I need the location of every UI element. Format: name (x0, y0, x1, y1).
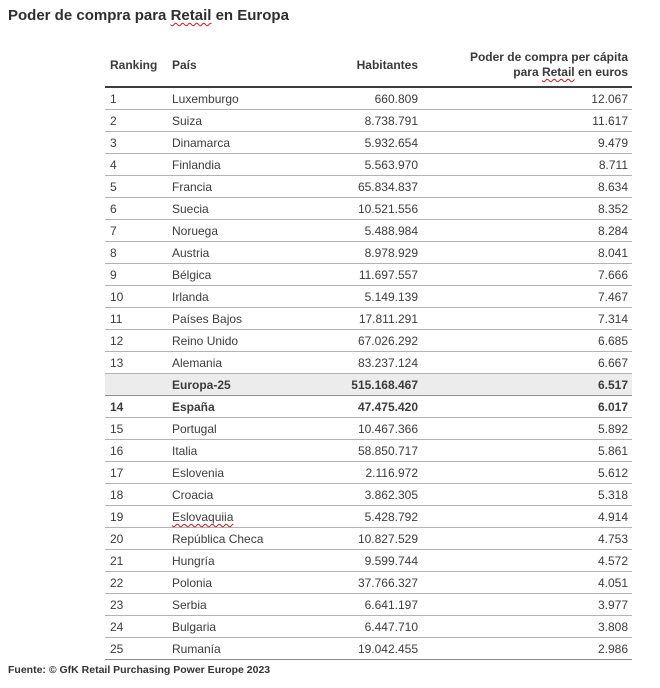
col-header-ranking: Ranking (110, 57, 158, 72)
table-row (105, 330, 632, 352)
cell-habitantes: 10.467.366 (357, 422, 418, 436)
cell-poder: 8.352 (597, 202, 628, 216)
cell-poder: 11.617 (592, 114, 628, 128)
title-text-suffix: en Europa (211, 7, 289, 24)
cell-ranking: 24 (110, 620, 124, 634)
cell-poder: 4.914 (597, 510, 628, 524)
cell-country: Bulgaria (172, 620, 217, 634)
cell-poder: 8.284 (597, 224, 628, 238)
cell-habitantes: 83.237.124 (357, 356, 418, 370)
cell-poder: 8.711 (598, 158, 628, 172)
col-header-habitantes: Habitantes (356, 57, 418, 72)
cell-ranking: 2 (110, 114, 117, 128)
table-row (105, 616, 632, 638)
cell-poder: 5.318 (597, 488, 628, 502)
col-header-poder-line1: Poder de compra per cápita (469, 50, 628, 64)
cell-poder: 7.666 (597, 268, 628, 282)
retail-purchasing-power-table (105, 50, 632, 660)
cell-ranking: 18 (110, 488, 124, 502)
cell-poder: 5.612 (597, 466, 628, 480)
cell-poder: 5.892 (597, 422, 628, 436)
cell-habitantes: 5.428.792 (364, 510, 418, 524)
cell-country: República Checa (172, 532, 264, 546)
table-row (105, 264, 632, 286)
cell-country: Países Bajos (172, 312, 243, 326)
cell-poder: 6.667 (597, 356, 628, 370)
table-row (105, 594, 632, 616)
cell-habitantes: 8.738.791 (364, 114, 418, 128)
cell-country: Europa-25 (172, 378, 231, 392)
cell-country: Portugal (172, 422, 217, 436)
cell-habitantes: 2.116.972 (365, 466, 418, 480)
cell-habitantes: 5.488.984 (364, 224, 418, 238)
cell-ranking: 22 (110, 576, 124, 590)
table-row (105, 352, 632, 374)
cell-country: Luxemburgo (172, 92, 239, 106)
table-row (105, 638, 632, 660)
cell-country: Serbia (172, 598, 207, 612)
cell-habitantes: 67.026.292 (357, 334, 418, 348)
cell-country: Suecia (172, 202, 209, 216)
cell-ranking: 3 (110, 136, 117, 150)
table-row (105, 506, 632, 528)
col-header-poder-misspelled-word: Retail (541, 65, 575, 79)
cell-poder: 2.986 (597, 642, 628, 656)
col-header-poder-line2-prefix: para (513, 65, 542, 79)
cell-country: Bélgica (172, 268, 212, 282)
table-row (105, 374, 632, 396)
cell-habitantes: 19.042.455 (357, 642, 418, 656)
cell-poder: 6.017 (597, 400, 628, 414)
cell-ranking: 16 (110, 444, 124, 458)
cell-ranking: 7 (110, 224, 117, 238)
cell-ranking: 19 (110, 510, 124, 524)
table-row (105, 550, 632, 572)
cell-ranking: 25 (110, 642, 124, 656)
table-row (105, 462, 632, 484)
table-row (105, 198, 632, 220)
cell-ranking: 21 (110, 554, 124, 568)
cell-country: Eslovenia (172, 466, 225, 480)
cell-poder: 12.067 (591, 92, 628, 106)
cell-poder: 4.572 (597, 554, 628, 568)
table-row (105, 528, 632, 550)
cell-country: Italia (172, 444, 198, 458)
cell-poder: 3.808 (597, 620, 628, 634)
cell-habitantes: 660.809 (374, 92, 418, 106)
title-misspelled-word: Retail (170, 7, 212, 24)
cell-country: Croacia (172, 488, 214, 502)
cell-habitantes: 515.168.467 (351, 378, 418, 392)
cell-ranking: 5 (110, 180, 117, 194)
cell-habitantes: 47.475.420 (357, 400, 418, 414)
cell-habitantes: 65.834.837 (357, 180, 418, 194)
cell-habitantes: 10.827.529 (357, 532, 418, 546)
table-row (105, 286, 632, 308)
cell-poder: 6.685 (597, 334, 628, 348)
cell-ranking: 20 (110, 532, 124, 546)
table-row (105, 484, 632, 506)
cell-country: Alemania (172, 356, 223, 370)
cell-poder: 4.051 (597, 576, 628, 590)
cell-poder: 9.479 (597, 136, 628, 150)
cell-ranking: 1 (110, 92, 117, 106)
source-note: Fuente: © GfK Retail Purchasing Power Europe 2023 (8, 664, 271, 676)
table-row (105, 176, 632, 198)
cell-country: Suiza (172, 114, 203, 128)
cell-habitantes: 6.641.197 (364, 598, 418, 612)
cell-habitantes: 17.811.291 (358, 312, 418, 326)
cell-country: Francia (172, 180, 213, 194)
cell-ranking: 4 (110, 158, 117, 172)
cell-country: Polonia (172, 576, 213, 590)
cell-habitantes: 8.978.929 (364, 246, 418, 260)
cell-country: Reino Unido (172, 334, 239, 348)
cell-habitantes: 58.850.717 (357, 444, 418, 458)
table-row (105, 440, 632, 462)
col-header-poder-line2-suffix: en euros (574, 65, 628, 79)
table-row (105, 396, 632, 418)
cell-habitantes: 5.932.654 (364, 136, 418, 150)
cell-poder: 6.517 (597, 378, 628, 392)
cell-country: Irlanda (172, 290, 209, 304)
cell-ranking: 9 (110, 268, 117, 282)
misspelled-country-word: Eslovaquiia (172, 510, 234, 524)
col-header-poder (422, 50, 632, 87)
cell-ranking: 8 (110, 246, 117, 260)
cell-country: Noruega (172, 224, 219, 238)
cell-poder: 8.041 (597, 246, 628, 260)
cell-poder: 7.314 (597, 312, 628, 326)
cell-poder: 4.753 (597, 532, 628, 546)
cell-country: Hungría (172, 554, 215, 568)
cell-poder: 7.467 (597, 290, 628, 304)
cell-habitantes: 3.862.305 (364, 488, 418, 502)
cell-ranking: 13 (110, 356, 124, 370)
cell-ranking (105, 374, 172, 396)
cell-habitantes: 9.599.744 (364, 554, 418, 568)
cell-habitantes: 5.563.970 (364, 158, 418, 172)
table-row (105, 154, 632, 176)
table-row (105, 220, 632, 242)
cell-country: Finlandia (172, 158, 221, 172)
cell-habitantes: 6.447.710 (364, 620, 418, 634)
table-row (105, 572, 632, 594)
cell-ranking: 6 (110, 202, 117, 216)
cell-country: Rumanía (172, 642, 221, 656)
cell-poder: 5.861 (597, 444, 628, 458)
cell-ranking: 14 (110, 400, 124, 414)
col-header-pais: País (172, 57, 197, 72)
cell-ranking: 23 (110, 598, 124, 612)
table-header-row (105, 50, 632, 87)
cell-ranking: 10 (110, 290, 124, 304)
title-text-prefix: Poder de compra para (8, 7, 171, 24)
cell-ranking: 17 (110, 466, 124, 480)
cell-ranking: 12 (110, 334, 124, 348)
table-row (105, 242, 632, 264)
cell-poder: 3.977 (597, 598, 628, 612)
table-row (105, 132, 632, 154)
table-row (105, 308, 632, 330)
cell-ranking: 11 (110, 312, 123, 326)
cell-poder: 8.634 (597, 180, 628, 194)
table-row (105, 110, 632, 132)
cell-ranking: 15 (110, 422, 124, 436)
cell-habitantes: 10.521.556 (357, 202, 418, 216)
cell-country: Dinamarca (172, 136, 231, 150)
cell-habitantes: 37.766.327 (357, 576, 418, 590)
cell-habitantes: 11.697.557 (358, 268, 418, 282)
table-row (105, 418, 632, 440)
cell-country (172, 506, 267, 528)
cell-habitantes: 5.149.139 (364, 290, 418, 304)
table-row (105, 87, 632, 110)
cell-country: Austria (172, 246, 210, 260)
page-title (0, 0, 660, 24)
cell-country: España (172, 400, 215, 414)
